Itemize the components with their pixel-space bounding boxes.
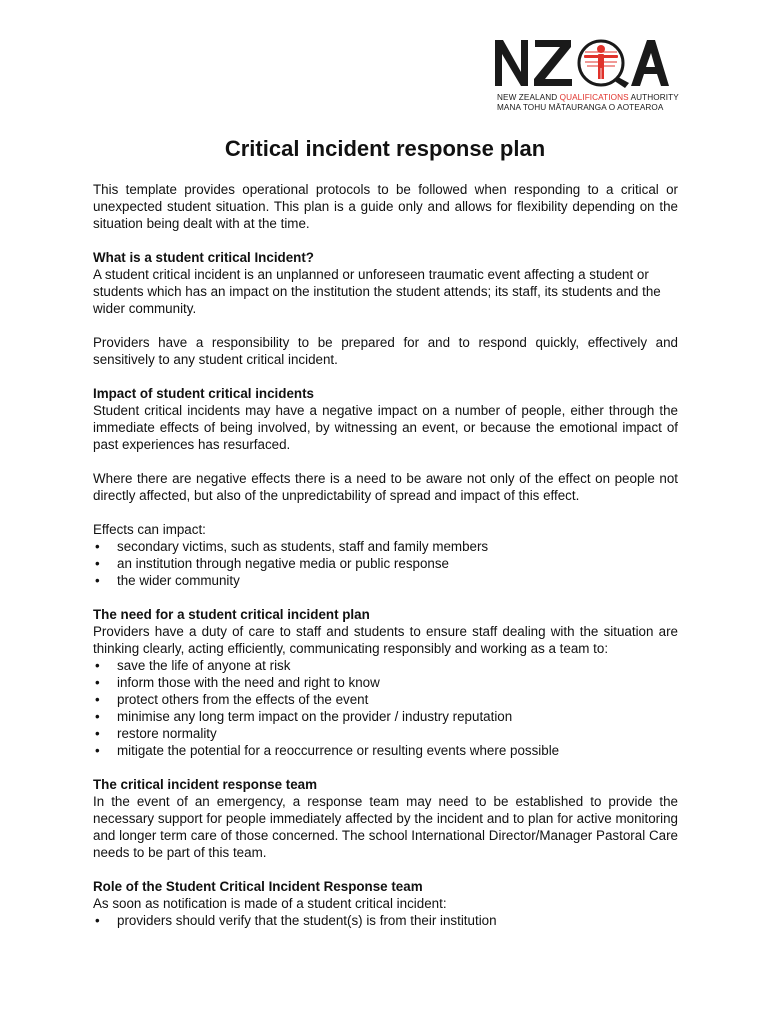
logo-letter-z [534,40,572,86]
nzqa-wordmark [491,36,669,88]
list-item: • mitigate the potential for a reoccurrence or resulting events where possible [93,742,678,759]
providers-paragraph: Providers have a responsibility to be prepared for and to respond quickly, effectively and sensitively to any student critical incident. [93,335,678,367]
list-item: • protect others from the effects of the event [93,691,678,708]
section-heading: The critical incident response team [93,777,317,792]
section-text: In the event of an emergency, a response team may need to be established to provide the necessary support for people immediately affected by the incident and to plan for active monitoring and longer term care of those concerned. The school International Director/Manager Pastoral Care needs to be part of this team. [93,794,678,860]
page-title: Critical incident response plan [224,136,546,161]
list-item: • restore normality [93,725,678,742]
document-body [93,181,678,946]
section-text: Providers have a duty of care to staff and students to ensure staff dealing with the situation are thinking clearly, acting efficiently, communicating responsibly and working as a team to: [93,624,678,656]
section-heading: What is a student critical Incident? [93,250,314,265]
list-item: • minimise any long term impact on the provider / industry reputation [93,708,678,725]
section-need-plan [93,606,678,657]
logo-maori-line: MANA TOHU MĀTAURANGA O AOTEAROA [497,103,664,112]
list-item: • inform those with the need and right to know [93,674,678,691]
section-text: As soon as notification is made of a student critical incident: [93,896,447,911]
list-item: • the wider community [93,572,678,589]
section-heading: The need for a student critical incident plan [93,607,370,622]
section-response-team [93,776,678,861]
intro-paragraph: This template provides operational protocols to be followed when responding to a critical or unexpected student situation. This plan is a guide only and allows for flexibility depending on the situation being dealt with at the time. [93,182,678,231]
section-what-is [93,249,678,317]
logo-letter-a [631,40,669,86]
section-heading: Impact of student critical incidents [93,386,314,401]
team-goals-list [93,657,678,759]
section-text: Student critical incidents may have a negative impact on a number of people, either through the immediate effects of being involved, by witnessing an event, or because the emotional impact of past experiences has resurfaced. [93,403,678,452]
logo-q-tail [613,77,629,88]
section-impact [93,385,678,453]
list-item: • providers should verify that the student(s) is from their institution [93,912,678,929]
effects-list [93,538,678,589]
role-list [93,912,678,929]
section-heading: Role of the Student Critical Incident Response team [93,879,423,894]
nzqa-logo [491,36,679,118]
effects-intro: Effects can impact: [93,522,206,537]
list-item: • an institution through negative media or public response [93,555,678,572]
list-item: • save the life of anyone at risk [93,657,678,674]
list-item: • secondary victims, such as students, staff and family members [93,538,678,555]
section-role [93,878,678,912]
logo-authority-line: NEW ZEALAND QUALIFICATIONS AUTHORITY [497,93,679,102]
negative-effects-paragraph: Where there are negative effects there is a need to be aware not only of the effect on people not directly affected, but also of the unpredictability of spread and impact of this effect. [93,471,678,503]
section-text: A student critical incident is an unplanned or unforeseen traumatic event affecting a student or students which has an impact on the institution the student attends; its staff, its students and the wider community. [93,267,661,316]
logo-letter-n [495,40,528,86]
